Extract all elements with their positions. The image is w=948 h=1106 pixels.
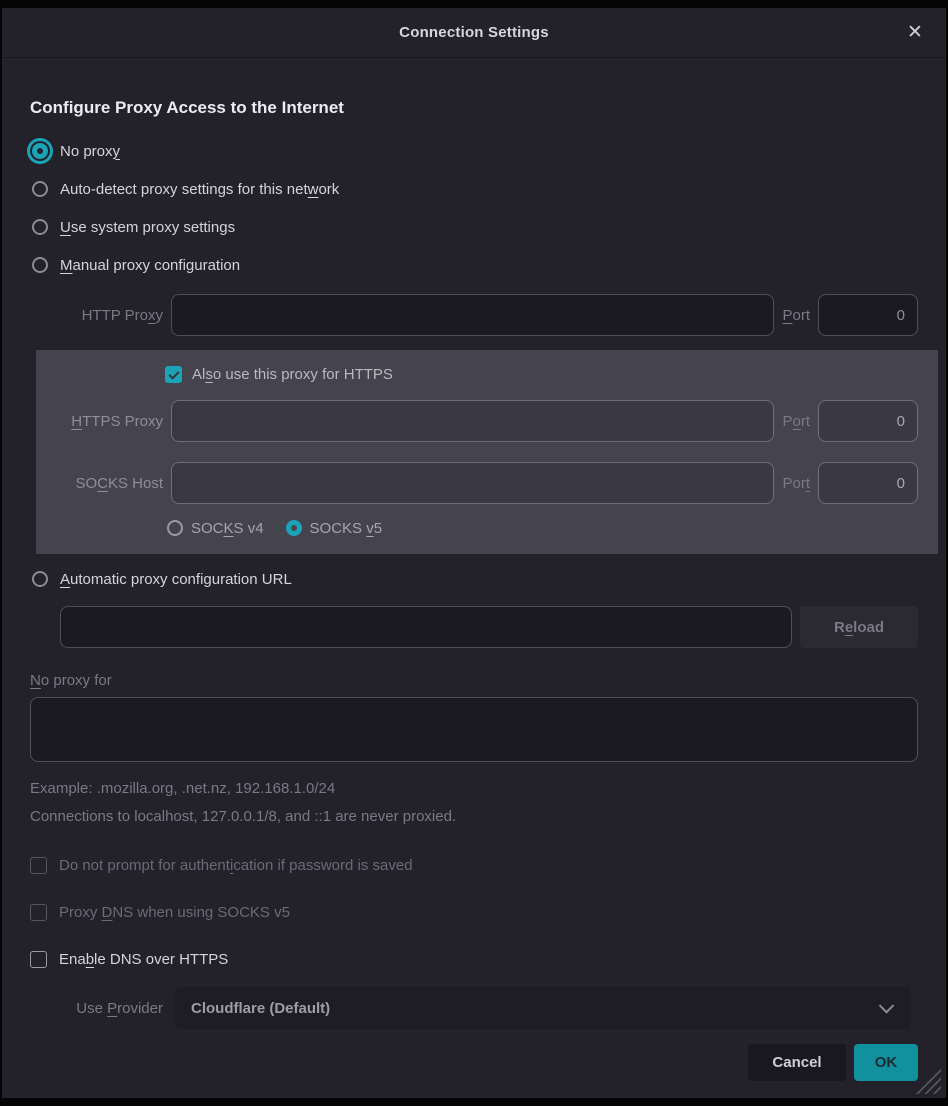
radio-system-proxy[interactable]	[32, 219, 48, 235]
doh-provider-row	[30, 987, 918, 1029]
socks-v5-label: SOCKS v5	[309, 519, 383, 537]
socks-port-input[interactable]	[818, 462, 918, 504]
radio-no-proxy-label: No proxy	[60, 142, 121, 160]
socks-host-label: SOCKS Host	[75, 474, 163, 492]
radio-no-proxy[interactable]	[32, 143, 48, 159]
also-https-checkbox-row[interactable]	[165, 362, 918, 386]
no-proxy-note-text: Connections to localhost, 127.0.0.1/8, and ::1 are never proxied.	[30, 808, 457, 825]
no-prompt-auth-label: Do not prompt for authentication if password is saved	[59, 856, 413, 874]
no-proxy-for-label: No proxy for	[30, 672, 112, 689]
socks-v4-label: SOCKS v4	[191, 519, 264, 537]
radio-row-autoproxy-url[interactable]	[30, 560, 918, 598]
http-proxy-input[interactable]	[171, 294, 774, 336]
radio-system-proxy-label: Use system proxy settings	[60, 218, 236, 236]
http-port-input[interactable]	[818, 294, 918, 336]
radio-auto-detect-label: Auto-detect proxy settings for this network	[60, 180, 340, 198]
http-proxy-label: HTTP Proxy	[81, 306, 163, 324]
socks-host-row	[36, 462, 918, 504]
https-proxy-row	[36, 400, 918, 442]
radio-auto-detect[interactable]	[32, 181, 48, 197]
https-port-label: Port	[782, 412, 810, 430]
http-proxy-row	[30, 294, 918, 336]
radio-socks-v5[interactable]	[286, 520, 302, 536]
socks-host-input[interactable]	[171, 462, 774, 504]
no-proxy-example-text: Example: .mozilla.org, .net.nz, 192.168.1.0/24	[30, 780, 336, 797]
socks-port-label: Port	[782, 474, 810, 492]
autoproxy-url-row	[60, 606, 918, 648]
dialog-title: Connection Settings	[399, 24, 549, 41]
radio-autoproxy-url-label: Automatic proxy configuration URL	[60, 570, 292, 588]
radio-row-manual-proxy[interactable]	[30, 246, 918, 284]
proxy-dns-socks5-label: Proxy DNS when using SOCKS v5	[59, 903, 290, 921]
no-prompt-auth-row	[30, 854, 918, 876]
radio-manual-proxy-label: Manual proxy configuration	[60, 256, 241, 274]
radio-autoproxy-url[interactable]	[32, 571, 48, 587]
proxy-dns-socks5-row	[30, 901, 918, 923]
https-port-input[interactable]	[818, 400, 918, 442]
radio-row-auto-detect[interactable]	[30, 170, 918, 208]
connection-settings-dialog	[2, 8, 946, 1098]
radio-manual-proxy[interactable]	[32, 257, 48, 273]
dialog-titlebar	[2, 8, 946, 58]
also-https-label: Also use this proxy for HTTPS	[192, 365, 393, 383]
radio-socks-v4[interactable]	[167, 520, 183, 536]
use-provider-label: Use Provider	[76, 999, 163, 1017]
also-https-checkbox[interactable]	[165, 366, 182, 383]
https-proxy-label: HTTPS Proxy	[71, 412, 163, 430]
socks-version-row	[165, 516, 918, 540]
enable-doh-label: Enable DNS over HTTPS	[59, 950, 229, 968]
http-port-label: Port	[782, 306, 810, 324]
chevron-down-icon	[879, 998, 895, 1014]
cancel-button[interactable]: Cancel	[748, 1044, 846, 1081]
doh-provider-dropdown[interactable]	[175, 987, 910, 1029]
https-proxy-input[interactable]	[171, 400, 774, 442]
no-prompt-auth-checkbox	[30, 857, 47, 874]
page-title: Configure Proxy Access to the Internet	[30, 98, 344, 117]
dialog-content	[2, 98, 946, 1081]
proxy-dns-socks5-checkbox	[30, 904, 47, 921]
enable-doh-checkbox[interactable]	[30, 951, 47, 968]
radio-row-system-proxy[interactable]	[30, 208, 918, 246]
dialog-footer	[30, 1044, 918, 1081]
reload-button[interactable]: R e load	[800, 606, 918, 648]
enable-doh-row[interactable]	[30, 948, 918, 970]
autoproxy-url-input[interactable]	[60, 606, 792, 648]
manual-proxy-panel	[36, 350, 938, 554]
radio-row-no-proxy[interactable]	[30, 132, 918, 170]
close-icon[interactable]: ✕	[900, 8, 930, 57]
doh-provider-value: Cloudflare (Default)	[191, 999, 331, 1017]
ok-button[interactable]: OK	[854, 1044, 918, 1081]
no-proxy-for-textarea[interactable]	[30, 697, 918, 762]
